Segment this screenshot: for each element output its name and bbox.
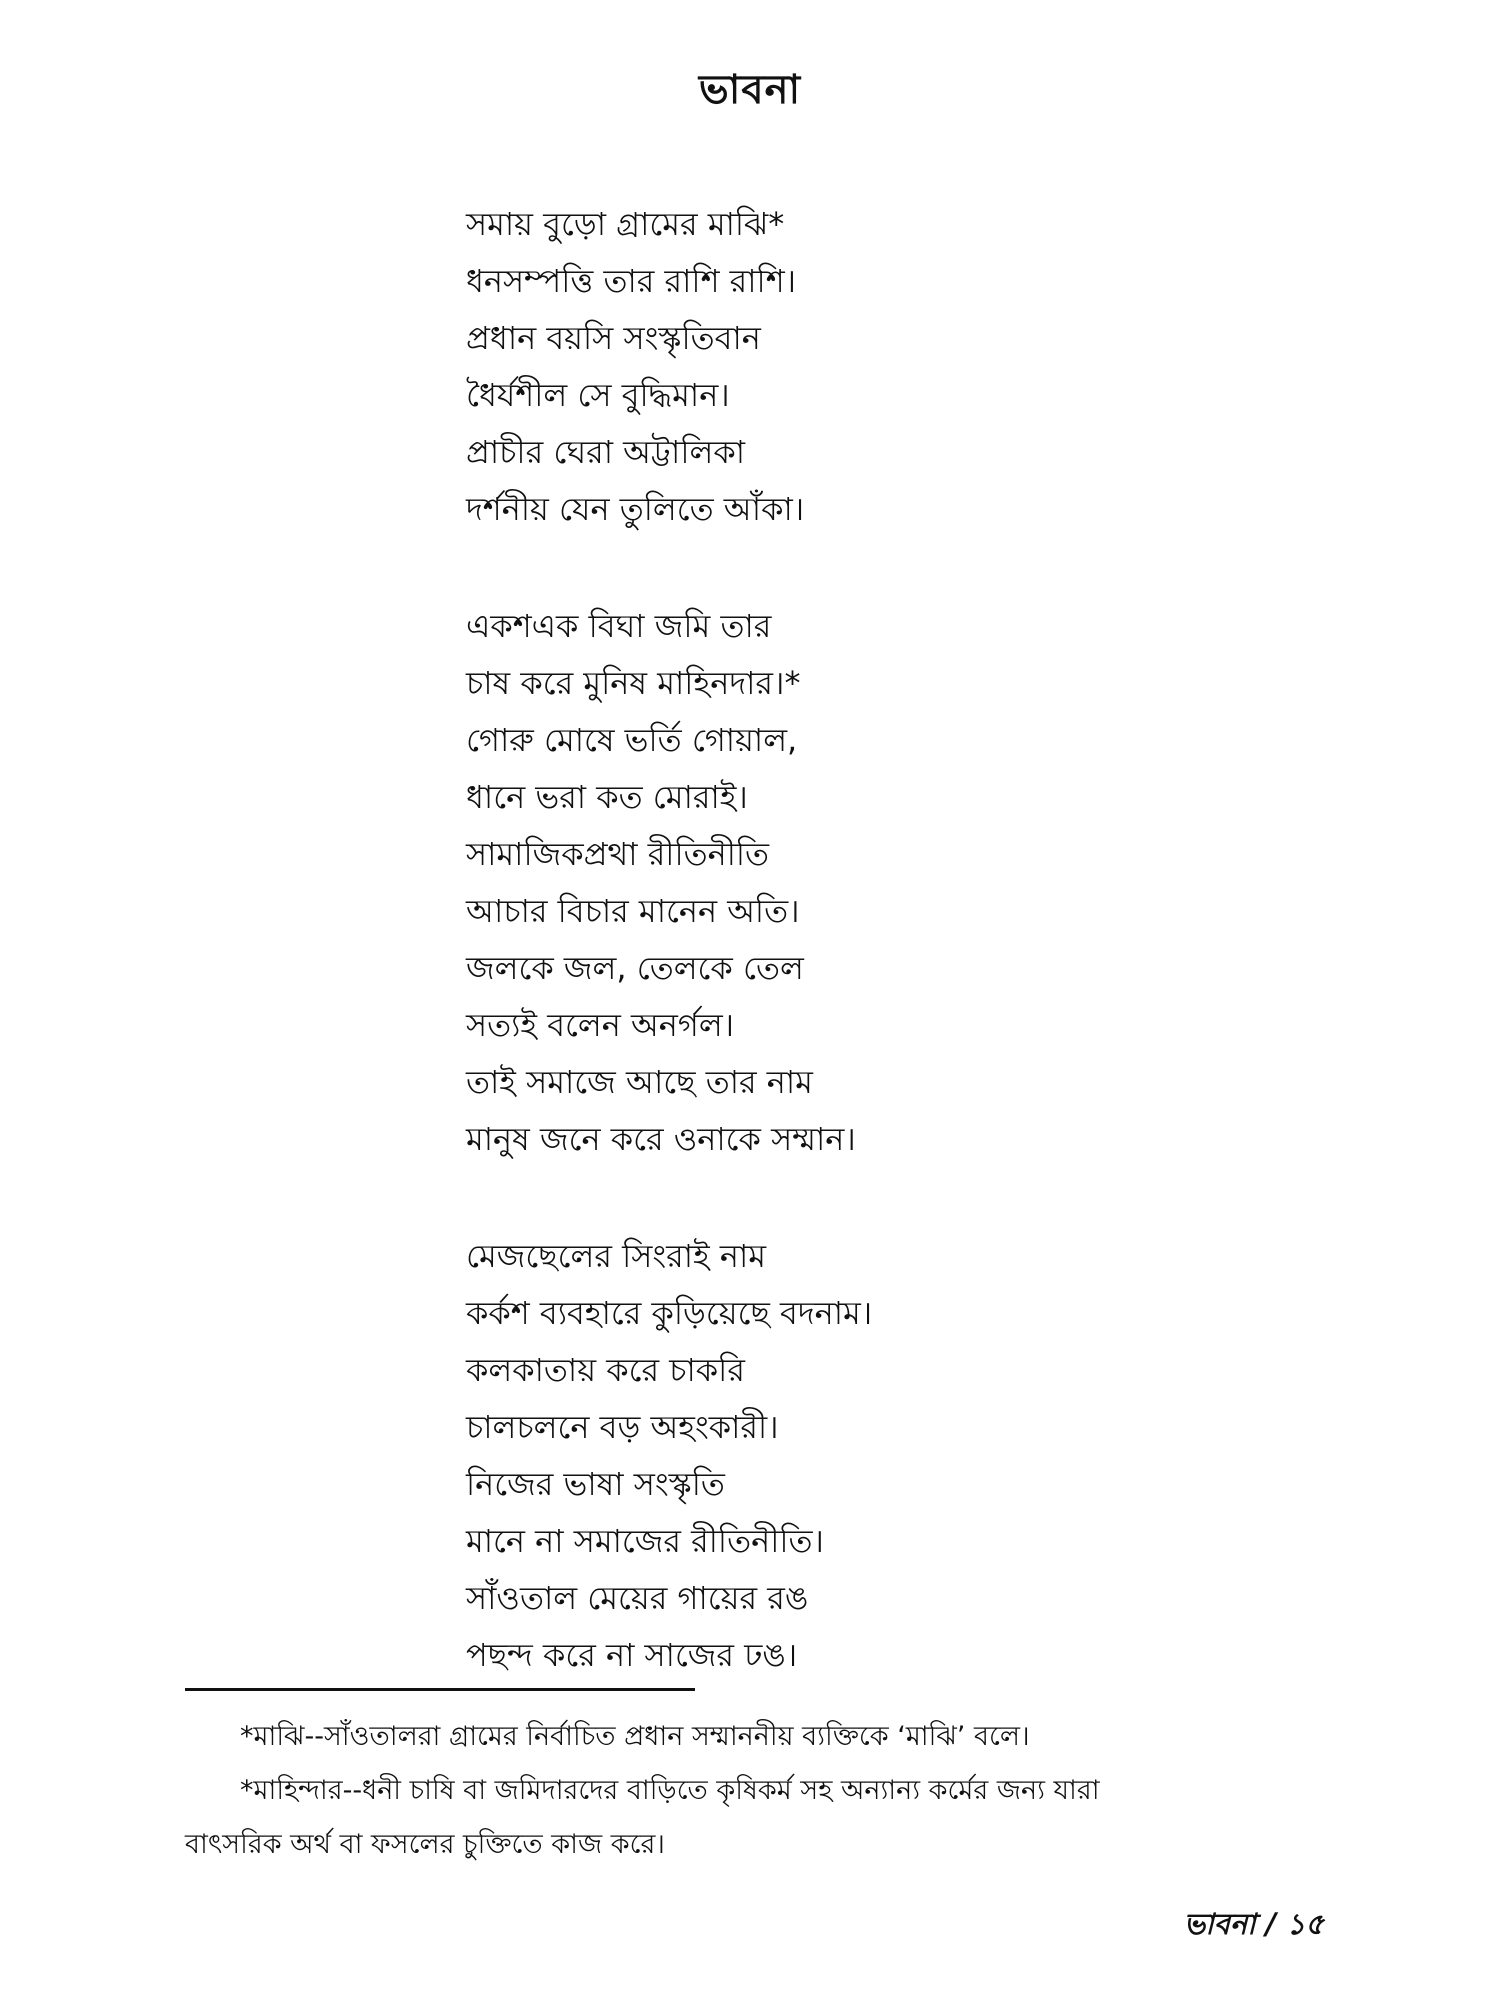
poem-line: দর্শনীয় যেন তুলিতে আঁকা। xyxy=(466,490,805,528)
poem-line: সাঁওতাল মেয়ের গায়ের রঙ xyxy=(466,1579,809,1617)
footnotes xyxy=(185,1710,1325,1872)
poem-line: সমায় বুড়ো গ্রামের মাঝি* xyxy=(466,205,785,243)
poem-line: জলকে জল, তেলকে তেল xyxy=(466,949,804,987)
footnote-divider xyxy=(185,1688,695,1691)
poem-line: পছন্দ করে না সাজের ঢঙ। xyxy=(466,1636,798,1674)
poem-line: মানুষ জনে করে ওনাকে সম্মান। xyxy=(466,1120,856,1158)
poem-line: গোরু মোষে ভর্তি গোয়াল, xyxy=(466,721,798,759)
poem-line: একশএক বিঘা জমি তার xyxy=(466,607,772,645)
stanza-2 xyxy=(466,598,1366,1168)
page-folio: ভাবনা / ১৫ xyxy=(1183,1907,1324,1941)
poem-line: মানে না সমাজের রীতিনীতি। xyxy=(466,1522,824,1560)
poem-body xyxy=(466,196,1366,1744)
poem-line: নিজের ভাষা সংস্কৃতি xyxy=(466,1465,725,1503)
poem-line: ধৈর্যশীল সে বুদ্ধিমান। xyxy=(466,376,730,414)
page-title: ভাবনা xyxy=(698,67,802,113)
footnote-mahindar: *মাহিন্দার--ধনী চাষি বা জমিদারদের বাড়িতে কৃষিকর্ম সহ অন্যান্য কর্মের জন্য যারা xyxy=(240,1775,1100,1806)
poem-line: আচার বিচার মানেন অতি। xyxy=(466,892,800,930)
stanza-3 xyxy=(466,1228,1366,1684)
footnote-mahindar-continued: বাৎসরিক অর্থ বা ফসলের চুক্তিতে কাজ করে। xyxy=(185,1829,665,1860)
poem-line: সামাজিকপ্রথা রীতিনীতি xyxy=(466,835,770,873)
poem-line: চালচলনে বড় অহংকারী। xyxy=(466,1408,779,1446)
footnote-majhi: *মাঝি--সাঁওতালরা গ্রামের নির্বাচিত প্রধান সম্মাননীয় ব্যক্তিকে ‘মাঝি’ বলে। xyxy=(240,1721,1030,1752)
poem-line: চাষ করে মুনিষ মাহিনদার।* xyxy=(466,664,801,702)
stanza-1 xyxy=(466,196,1366,538)
poem-line: কলকাতায় করে চাকরি xyxy=(466,1351,745,1389)
poem-line: কর্কশ ব্যবহারে কুড়িয়েছে বদনাম। xyxy=(466,1294,873,1332)
poem-line: ধানে ভরা কত মোরাই। xyxy=(466,778,748,816)
poem-line: মেজছেলের সিংরাই নাম xyxy=(466,1237,767,1275)
poem-line: সত্যই বলেন অনর্গল। xyxy=(466,1006,735,1044)
poem-line: প্রাচীর ঘেরা অট্টালিকা xyxy=(466,433,746,471)
poem-line: প্রধান বয়সি সংস্কৃতিবান xyxy=(466,319,761,357)
poem-line: ধনসম্পত্তি তার রাশি রাশি। xyxy=(466,262,797,300)
poem-line: তাই সমাজে আছে তার নাম xyxy=(466,1063,813,1101)
